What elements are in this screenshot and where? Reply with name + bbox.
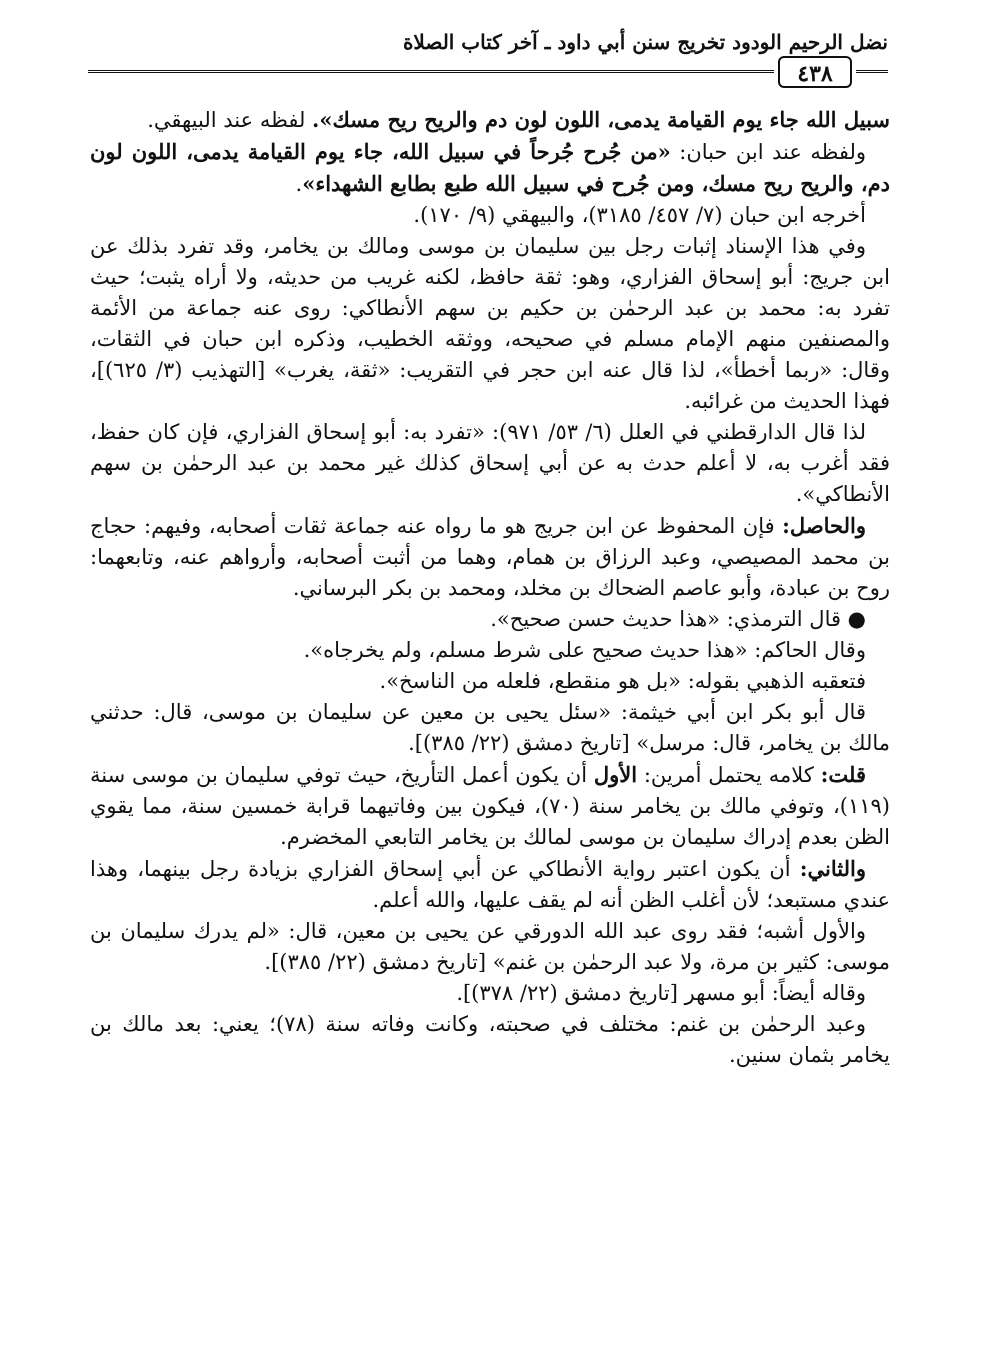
paragraph-text: ولفظه عند ابن حبان: <box>670 140 866 164</box>
hadith-text: «من جُرح جُرحاً في سبيل الله، جاء يوم القيامة يدمى، اللون لون دم، والريح ريح مسك، ومن جُرح في سبيل الله طبع بطابع الشهداء» <box>90 139 890 196</box>
hadith-text: سبيل الله جاء يوم القيامة يدمى، اللون لون دم والريح ريح مسك». <box>312 107 890 132</box>
paragraph-text: فإن المحفوظ عن ابن جريج هو ما رواه عنه جماعة ثقات أصحابه، وفيهم: حجاج بن محمد المصيصي، وعبد الرزاق بن همام، وهما من أثبت أصحابه، وأرواهم عنه، وتابعهما: روح بن عبادة، وأبو عاصم الضحاك بن مخلد، ومحمد بن بكر البرساني. <box>90 514 890 600</box>
paragraph-10: قال أبو بكر ابن أبي خيثمة: «سئل يحيى بن معين عن سليمان بن موسى، قال: حدثني مالك بن يخامر، قال: مرسل» [تاريخ دمشق (٢٢/ ٣٨٥)]. <box>90 700 890 755</box>
paragraph-text: كلامه يحتمل أمرين: <box>637 763 821 787</box>
paragraph-15: وعبد الرحمٰن بن غنم: مختلف في صحبته، وكانت وفاته سنة (٧٨)؛ يعني: بعد مالك بن يخامر بثمان سنين. <box>90 1012 890 1067</box>
paragraph-text: أن يكون أعمل التأريخ، حيث توفي سليمان بن موسى سنة (١١٩)، وتوفي مالك بن يخامر سنة (٧٠)، فيكون بين وفاتيهما قرابة خمسين سنة، مما يقوي الظن بعدم إدراك سليمان بن موسى لمالك بن يخامر التابعي المخضرم. <box>90 763 890 849</box>
paragraph-lead: والثاني: <box>799 856 866 881</box>
paragraph-lead: قلت: <box>820 762 866 787</box>
header-rule-right <box>856 70 888 73</box>
paragraph-14: وقاله أيضاً: أبو مسهر [تاريخ دمشق (٢٢/ ٣٧٨)]. <box>456 981 866 1005</box>
paragraph-text: . <box>295 172 303 196</box>
paragraph-1 <box>90 104 890 136</box>
paragraph-8: وقال الحاكم: «هذا حديث صحيح على شرط مسلم، ولم يخرجاه». <box>303 638 866 662</box>
paragraph-12 <box>90 853 890 916</box>
paragraph-text: لفظه عند البيهقي. <box>147 108 313 132</box>
paragraph-13: والأول أشبه؛ فقد روى عبد الله الدورقي عن يحيى بن معين، قال: «لم يدرك سليمان بن موسى: كثير بن مرة، ولا عبد الرحمٰن بن غنم» [تاريخ دمشق (٢٢/ ٣٨٥)]. <box>90 919 890 974</box>
paragraph-6 <box>90 510 890 604</box>
paragraph-9: فتعقبه الذهبي بقوله: «بل هو منقطع، فلعله من الناسخ». <box>379 669 866 693</box>
paragraph-2 <box>90 136 890 200</box>
paragraph-3: أخرجه ابن حبان (٧/ ٤٥٧/ ٣١٨٥)، والبيهقي (٩/ ١٧٠). <box>413 203 866 227</box>
paragraph-5: لذا قال الدارقطني في العلل (٦/ ٥٣/ ٩٧١): «تفرد به: أبو إسحاق الفزاري، فإن كان حفظ، فقد أغرب به، لا أعلم حدث به عن أبي إسحاق كذلك غير محمد بن عبد الرحمٰن بن سهم الأنطاكي». <box>90 420 890 506</box>
paragraph-11 <box>90 759 890 853</box>
paragraph-lead: والحاصل: <box>782 513 866 538</box>
page-number: ٤٣٨ <box>778 56 852 88</box>
paragraph-text: أن يكون اعتبر رواية الأنطاكي عن أبي إسحاق الفزاري بزيادة رجل بينهما، وهذا عندي مستبعد؛ لأن أغلب الظن أنه لم يقف عليها، والله أعلم. <box>90 857 890 912</box>
paragraph-lead: الأول <box>593 762 638 787</box>
running-title: نضل الرحيم الودود تخريج سنن أبي داود ـ آخر كتاب الصلاة <box>402 30 888 54</box>
header-rule-left <box>88 70 774 73</box>
page-body <box>90 104 890 1071</box>
paragraph-4: وفي هذا الإسناد إثبات رجل بين سليمان بن موسى ومالك بن يخامر، وقد تفرد بذلك عن ابن جريج: أبو إسحاق الفزاري، وهو: ثقة حافظ، لكنه غريب من حديثه، ولا أراه يثبت؛ حيث تفرد به: محمد بن عبد الرحمٰن بن حكيم بن سهم الأنطاكي: روى عنه جماعة من الأئمة والمصنفين منهم الإمام مسلم في صحيحه، ووثقه الخطيب، وذكره ابن حبان في الثقات، وقال: «ربما أخطأ»، لذا قال عنه ابن حجر في التقريب: «ثقة، يغرب» [التهذيب (٣/ ٦٢٥)]، فهذا الحديث من غرائبه. <box>90 234 890 413</box>
paragraph-7: ● قال الترمذي: «هذا حديث حسن صحيح». <box>490 607 866 631</box>
